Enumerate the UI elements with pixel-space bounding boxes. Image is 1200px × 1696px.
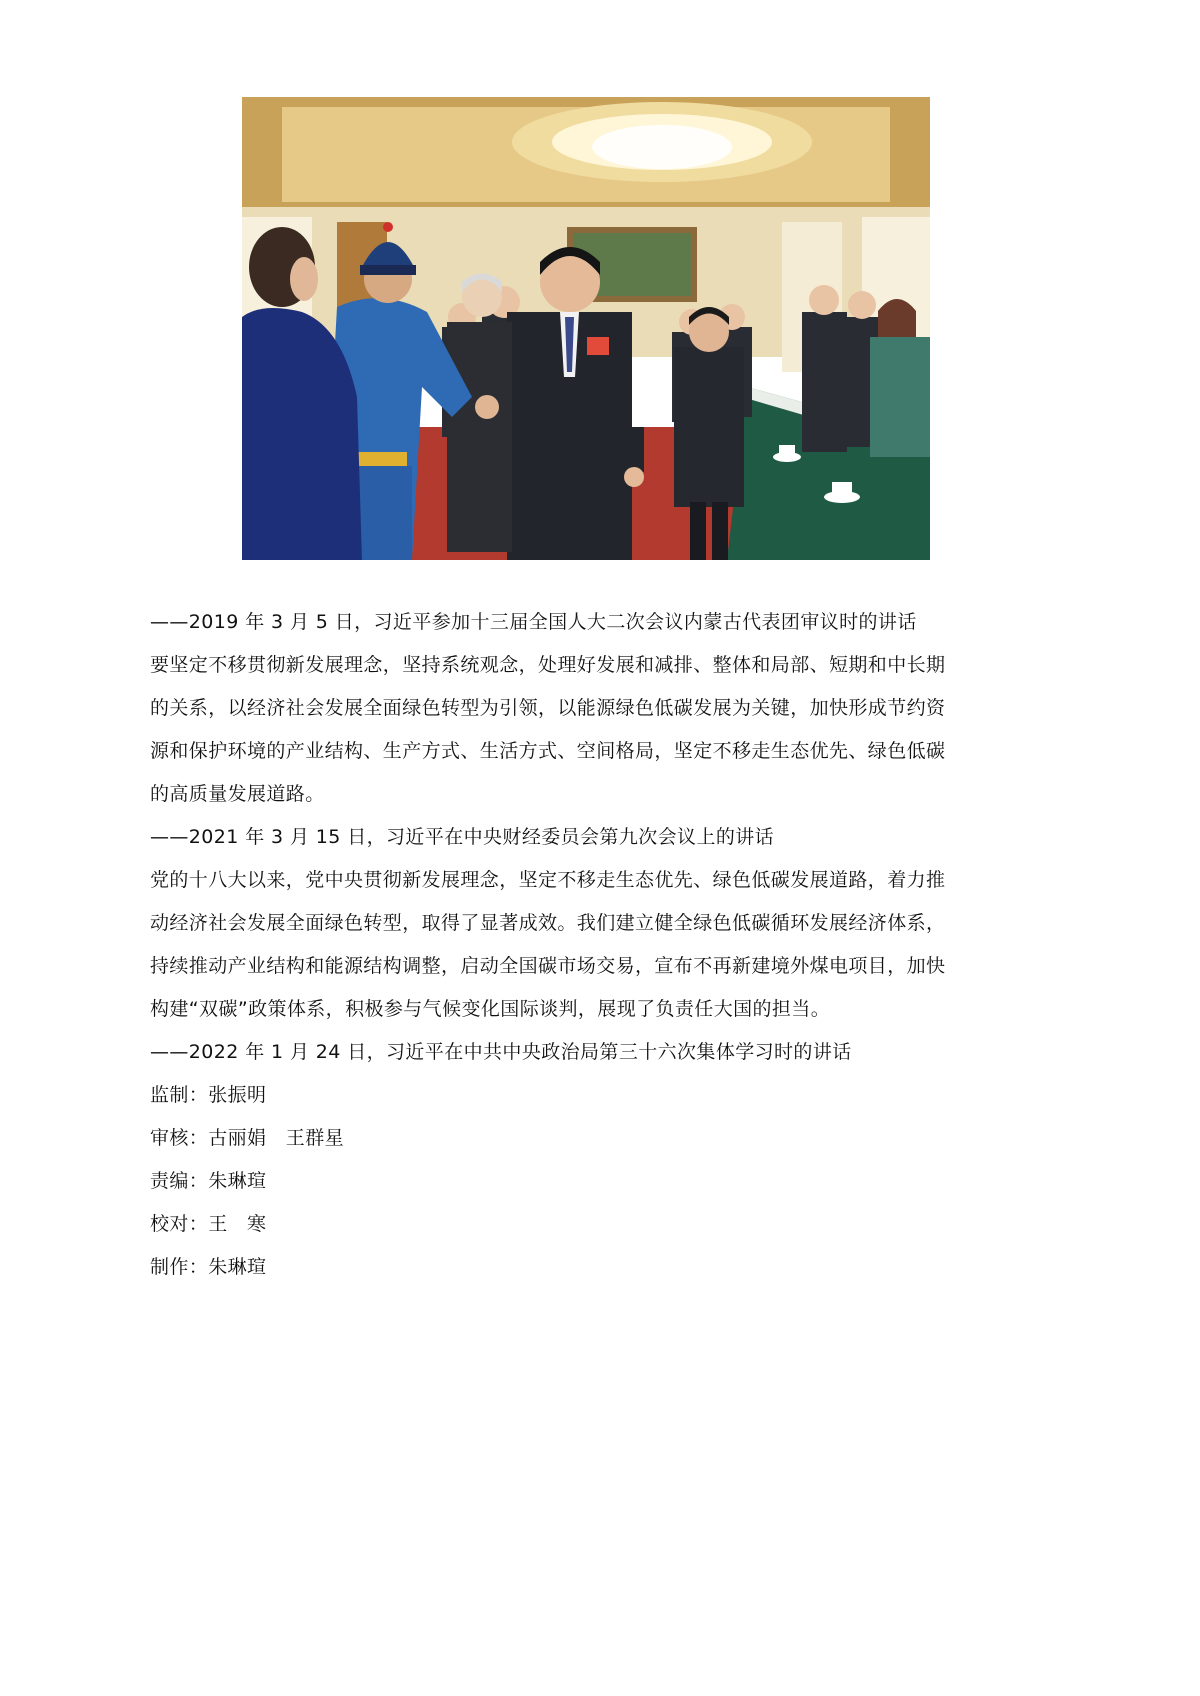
paragraph-line: 构建“双碳”政策体系，积极参与气候变化国际谈判，展现了负责任大国的担当。 — [150, 998, 831, 1020]
quote-source-2019: ——2019 年 3 月 5 日，习近平参加十三届全国人大二次会议内蒙古代表团审议时的讲话 — [150, 611, 917, 633]
article-body — [150, 601, 1050, 1289]
credit-supervisor: 监制：张振明 — [150, 1084, 267, 1106]
paragraph-line: 的关系，以经济社会发展全面绿色转型为引领，以能源绿色低碳发展为关键，加快形成节约资 — [150, 697, 946, 719]
paragraph-line: 的高质量发展道路。 — [150, 783, 325, 805]
meeting-hall-photo — [242, 97, 930, 560]
credits-block — [150, 1074, 1050, 1289]
paragraph-line: 持续推动产业结构和能源结构调整，启动全国碳市场交易，宣布不再新建境外煤电项目，加快 — [150, 955, 946, 977]
news-photo — [242, 97, 930, 560]
paragraph-line: 要坚定不移贯彻新发展理念，坚持系统观念，处理好发展和减排、整体和局部、短期和中长期 — [150, 654, 946, 676]
paragraph-line: 源和保护环境的产业结构、生产方式、生活方式、空间格局，坚定不移走生态优先、绿色低碳 — [150, 740, 946, 762]
paragraph-line: 动经济社会发展全面绿色转型，取得了显著成效。我们建立健全绿色低碳循环发展经济体系， — [150, 912, 946, 934]
credit-reviewer: 审核：古丽娟 王群星 — [150, 1127, 345, 1149]
credit-proofreader: 校对：王 寒 — [150, 1213, 267, 1235]
quote-source-2021: ——2021 年 3 月 15 日，习近平在中央财经委员会第九次会议上的讲话 — [150, 826, 775, 848]
credit-producer: 制作：朱琳瑄 — [150, 1256, 267, 1278]
paragraph-line: 党的十八大以来，党中央贯彻新发展理念，坚定不移走生态优先、绿色低碳发展道路，着力推 — [150, 869, 946, 891]
credit-editor: 责编：朱琳瑄 — [150, 1170, 267, 1192]
quote-source-2022: ——2022 年 1 月 24 日，习近平在中共中央政治局第三十六次集体学习时的讲话 — [150, 1041, 852, 1063]
